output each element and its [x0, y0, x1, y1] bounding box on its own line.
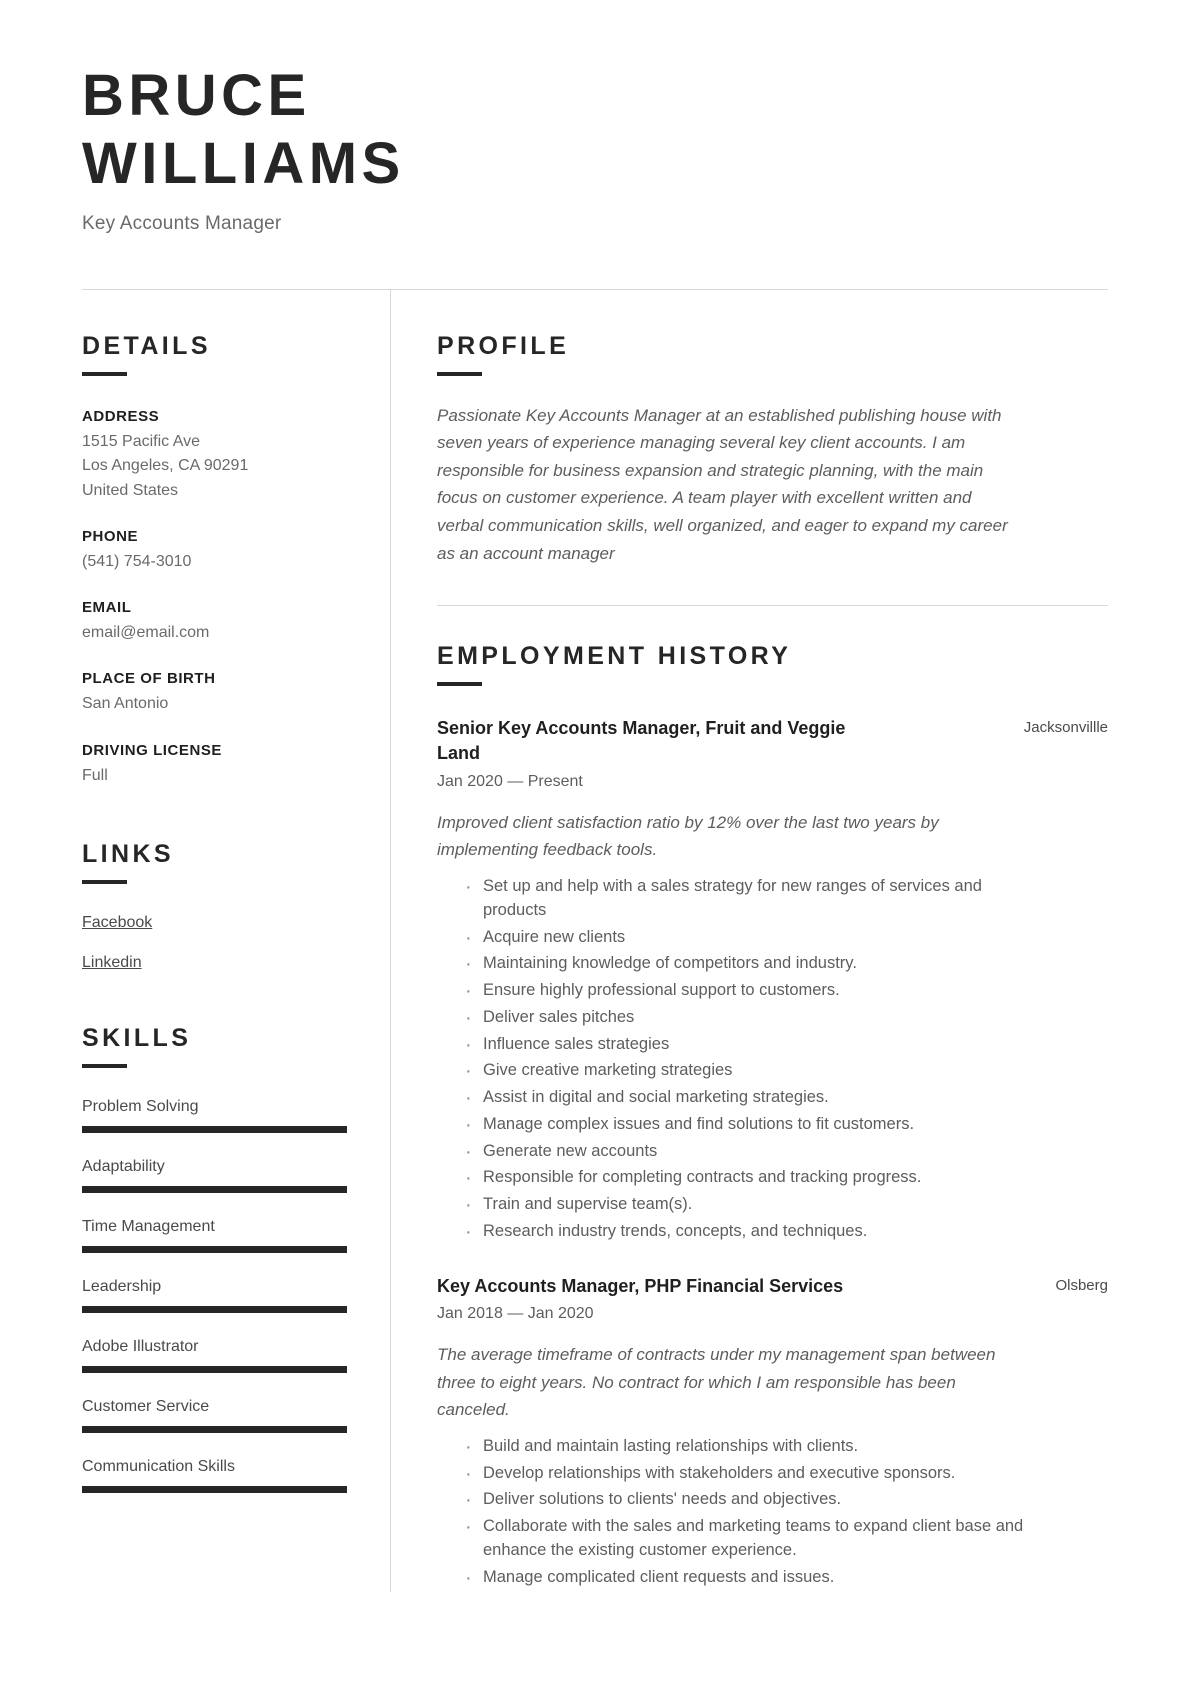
skill-level-fill	[82, 1366, 347, 1373]
detail-address-label: ADDRESS	[82, 407, 160, 425]
employment-location: Jacksonvillle	[1023, 719, 1108, 737]
details-heading: DETAILS	[82, 331, 211, 360]
details-section	[82, 332, 362, 788]
skill-level-fill	[82, 1306, 347, 1313]
candidate-job-title: Key Accounts Manager	[82, 212, 282, 234]
employment-heading: EMPLOYMENT HISTORY	[437, 642, 792, 671]
skill-level-fill	[82, 1186, 347, 1193]
employment-bullet: · Train and supervise team(s).	[465, 1193, 1025, 1217]
details-heading-underline	[82, 372, 127, 376]
employment-bullet: · Manage complex issues and find solutions to fit customers.	[465, 1113, 1025, 1137]
skills-heading: SKILLS	[82, 1024, 192, 1053]
skills-heading-underline	[82, 1064, 127, 1068]
employment-entry	[437, 716, 1108, 1244]
skill-level-track	[82, 1186, 347, 1193]
detail-address-line-3: United States	[82, 481, 179, 499]
skill-level-track	[82, 1306, 347, 1313]
detail-phone	[82, 528, 362, 574]
links-section	[82, 840, 362, 972]
profile-divider	[437, 605, 1108, 606]
employment-bullet-list	[437, 875, 1108, 1244]
skill-level-track	[82, 1426, 347, 1433]
employment-bullet: · Collaborate with the sales and marketing teams to expand client base and enhance the existing customer experience.	[465, 1515, 1025, 1563]
employment-bullet: · Maintaining knowledge of competitors and industry.	[465, 952, 1025, 976]
detail-phone-value: (541) 754-3010	[82, 552, 192, 570]
resume-body	[82, 290, 1108, 1593]
skill-name: Communication Skills	[82, 1458, 235, 1476]
employment-bullet: · Give creative marketing strategies	[465, 1059, 1025, 1083]
resume-header	[82, 62, 1108, 243]
skill-level-fill	[82, 1126, 347, 1133]
profile-heading: PROFILE	[437, 331, 570, 360]
employment-bullet-list	[437, 1435, 1108, 1590]
skill-level-track	[82, 1486, 347, 1493]
employment-bullet: · Manage complicated client requests and issues.	[465, 1566, 1025, 1590]
right-column	[391, 290, 1108, 1593]
skill-name: Problem Solving	[82, 1098, 199, 1116]
detail-email-label: EMAIL	[82, 599, 132, 617]
employment-section	[437, 642, 1108, 1589]
profile-heading-underline	[437, 372, 482, 376]
link-facebook[interactable]: Facebook	[82, 914, 153, 932]
employment-bullet: · Deliver sales pitches	[465, 1006, 1025, 1030]
links-heading: LINKS	[82, 840, 174, 869]
skill-item	[82, 1278, 362, 1313]
detail-address-line-2: Los Angeles, CA 90291	[82, 457, 249, 475]
detail-driving-license	[82, 742, 362, 788]
link-linkedin[interactable]: Linkedin	[82, 954, 142, 972]
skill-item	[82, 1158, 362, 1193]
skill-name: Time Management	[82, 1218, 215, 1236]
employment-location: Olsberg	[1055, 1276, 1108, 1294]
employment-role: Senior Key Accounts Manager, Fruit and Veggie Land	[437, 718, 846, 763]
links-heading-underline	[82, 880, 127, 884]
employment-bullet: · Generate new accounts	[465, 1140, 1025, 1164]
employment-bullet: · Set up and help with a sales strategy for new ranges of services and products	[465, 875, 1025, 923]
skill-item	[82, 1098, 362, 1133]
skill-level-fill	[82, 1426, 347, 1433]
skill-item	[82, 1338, 362, 1373]
detail-address-line-1: 1515 Pacific Ave	[82, 432, 201, 450]
employment-bullet: · Research industry trends, concepts, and techniques.	[465, 1220, 1025, 1244]
employment-bullet: · Assist in digital and social marketing strategies.	[465, 1086, 1025, 1110]
employment-role: Key Accounts Manager, PHP Financial Services	[437, 1275, 844, 1296]
skill-name: Adobe Illustrator	[82, 1338, 199, 1356]
profile-text: Passionate Key Accounts Manager at an established publishing house with seven years of experience managing several key client accounts. I am responsible for business expansion and strategic planning, with the main focus on customer experience. A team player with excellent written and verbal communication skills, well organized, and eager to expand my career as an account manager	[437, 405, 1008, 563]
employment-entry	[437, 1274, 1108, 1590]
skill-item	[82, 1218, 362, 1253]
skill-item	[82, 1458, 362, 1493]
skills-list	[82, 1098, 362, 1493]
employment-entry-header	[437, 716, 1108, 766]
employment-summary: Improved client satisfaction ratio by 12% over the last two years by implementing feedback tools.	[437, 812, 939, 859]
employment-dates: Jan 2018 — Jan 2020	[437, 1305, 594, 1323]
employment-bullet: · Deliver solutions to clients' needs and objectives.	[465, 1488, 1025, 1512]
skill-name: Leadership	[82, 1278, 162, 1296]
employment-entry-header	[437, 1274, 1108, 1299]
profile-section	[437, 332, 1108, 567]
employment-bullet: · Responsible for completing contracts and tracking progress.	[465, 1166, 1025, 1190]
employment-bullet: · Ensure highly professional support to customers.	[465, 979, 1025, 1003]
detail-birth-label: PLACE OF BIRTH	[82, 670, 216, 688]
skills-section	[82, 1024, 362, 1493]
detail-phone-label: PHONE	[82, 527, 139, 545]
candidate-first-name: BRUCE	[82, 63, 311, 128]
detail-email-value: email@email.com	[82, 624, 210, 642]
employment-list	[437, 716, 1108, 1589]
employment-bullet: · Acquire new clients	[465, 926, 1025, 950]
left-column	[82, 290, 390, 1593]
skill-level-track	[82, 1246, 347, 1253]
employment-bullet: · Build and maintain lasting relationships with clients.	[465, 1435, 1025, 1459]
employment-bullet: · Develop relationships with stakeholders and executive sponsors.	[465, 1462, 1025, 1486]
detail-license-value: Full	[82, 766, 108, 784]
detail-birth-value: San Antonio	[82, 695, 169, 713]
employment-heading-underline	[437, 682, 482, 686]
skill-level-fill	[82, 1486, 347, 1493]
skill-name: Adaptability	[82, 1158, 165, 1176]
skill-name: Customer Service	[82, 1398, 210, 1416]
skill-item	[82, 1398, 362, 1433]
detail-address	[82, 408, 362, 503]
skill-level-track	[82, 1366, 347, 1373]
employment-summary: The average timeframe of contracts under my management span between three to eight years. No contract for which I am responsible has been canceled.	[437, 1345, 996, 1419]
detail-place-of-birth	[82, 670, 362, 716]
detail-email	[82, 599, 362, 645]
skill-level-track	[82, 1126, 347, 1133]
detail-license-label: DRIVING LICENSE	[82, 741, 222, 759]
employment-bullet: · Influence sales strategies	[465, 1033, 1025, 1057]
candidate-last-name: WILLIAMS	[82, 131, 405, 197]
employment-dates: Jan 2020 — Present	[437, 772, 583, 790]
skill-level-fill	[82, 1246, 347, 1253]
